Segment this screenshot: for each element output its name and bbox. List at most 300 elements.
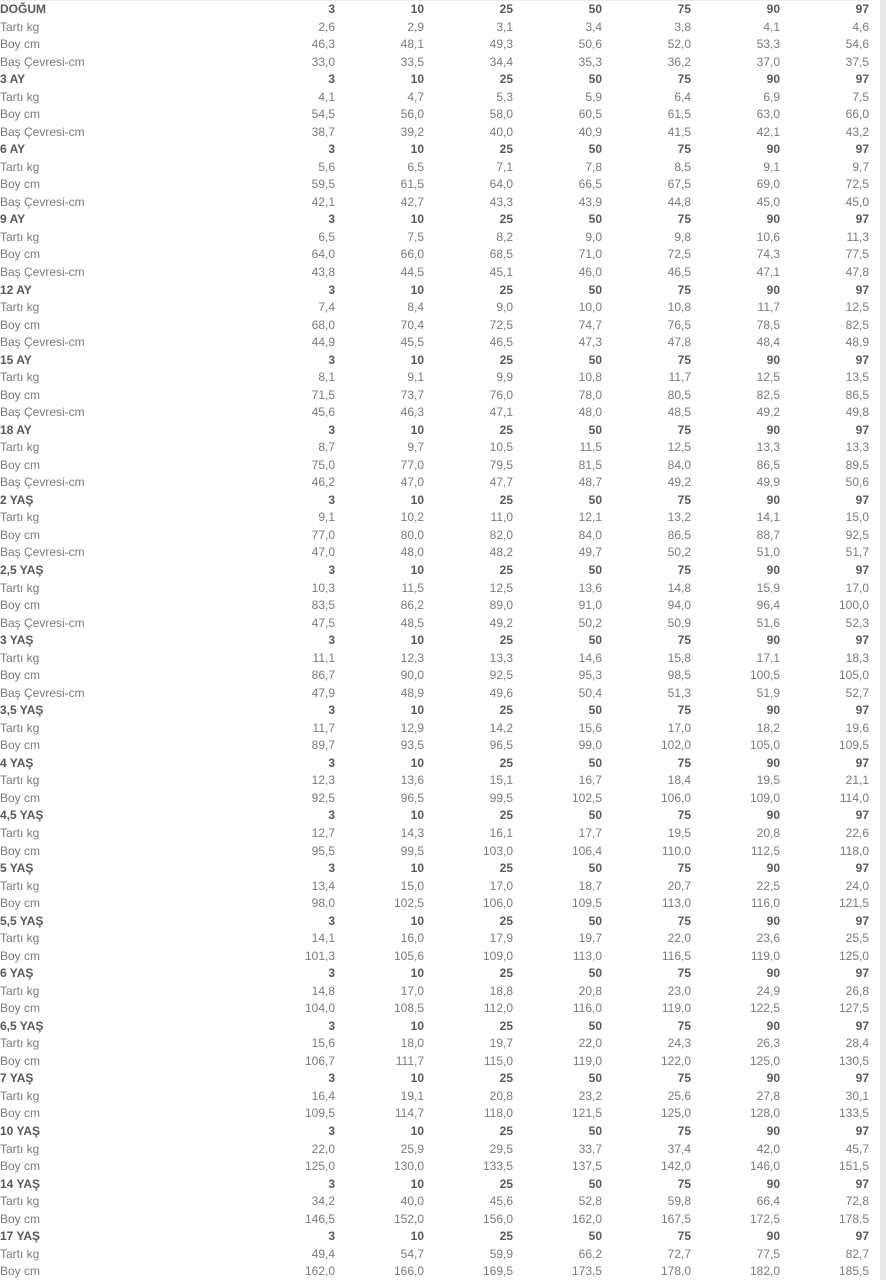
measurement-value: 130,5	[838, 1053, 869, 1068]
measurement-label: Baş Çevresi-cm	[0, 264, 85, 279]
percentile-column-header: 90	[766, 861, 780, 876]
measurement-value: 2,6	[318, 19, 335, 34]
measurement-value: 20,7	[667, 878, 691, 893]
measurement-label: Tartı kg	[0, 229, 40, 244]
age-group-label: 15 AY	[0, 352, 32, 367]
measurement-value: 151,5	[838, 1159, 869, 1174]
percentile-column-header: 75	[677, 352, 691, 367]
percentile-column-header: 50	[588, 1124, 602, 1138]
measurement-value: 125,0	[749, 1053, 780, 1068]
measurement-value: 9,1	[763, 159, 780, 174]
percentile-column-header: 25	[499, 2, 513, 16]
measurement-value: 5,6	[318, 159, 335, 174]
percentile-column-header: 90	[766, 703, 780, 718]
measurement-label: Tartı kg	[0, 19, 40, 34]
percentile-column-header: 97	[855, 1124, 869, 1138]
percentile-column-header: 50	[588, 808, 602, 823]
measurement-value: 178,5	[838, 1211, 869, 1226]
percentile-column-header: 25	[499, 212, 513, 227]
measurement-value: 119,0	[572, 1053, 602, 1068]
measurement-row	[0, 509, 869, 527]
measurement-value: 33,0	[311, 54, 335, 69]
measurement-row	[0, 772, 869, 790]
measurement-value: 8,2	[496, 229, 513, 244]
measurement-value: 45,7	[845, 1141, 869, 1156]
measurement-value: 113,0	[661, 896, 691, 911]
measurement-value: 133,5	[838, 1106, 869, 1121]
percentile-column-header: 90	[766, 422, 780, 437]
measurement-value: 10,0	[578, 300, 602, 315]
measurement-value: 10,8	[667, 300, 691, 315]
measurement-row	[0, 527, 869, 545]
measurement-value: 73,7	[400, 387, 424, 402]
measurement-value: 42,1	[311, 194, 335, 209]
measurement-value: 19,7	[489, 1036, 513, 1051]
measurement-value: 9,7	[852, 159, 869, 174]
measurement-value: 18,4	[667, 773, 691, 788]
percentile-column-header: 50	[588, 755, 602, 770]
percentile-column-header: 90	[766, 913, 780, 928]
measurement-value: 11,5	[401, 580, 424, 595]
measurement-value: 92,5	[489, 668, 513, 683]
age-group-label: 6,5 YAŞ	[0, 1018, 44, 1033]
percentile-column-header: 90	[766, 1176, 780, 1191]
measurement-row	[0, 19, 869, 37]
percentile-column-header: 75	[677, 1018, 691, 1033]
percentile-column-header: 50	[588, 2, 602, 16]
measurement-value: 34,2	[311, 1194, 335, 1209]
measurement-value: 4,1	[763, 19, 780, 34]
measurement-value: 18,7	[578, 878, 602, 893]
measurement-value: 20,8	[578, 983, 602, 998]
measurement-value: 11,3	[846, 229, 869, 244]
measurement-value: 10,6	[756, 229, 780, 244]
measurement-value: 78,5	[756, 317, 780, 332]
measurement-value: 121,5	[838, 896, 869, 911]
percentile-column-header: 97	[855, 913, 869, 928]
measurement-value: 64,0	[311, 247, 335, 262]
age-group-label: 4,5 YAŞ	[0, 808, 44, 823]
measurement-value: 118,0	[483, 1106, 513, 1121]
percentile-column-header: 3	[328, 808, 335, 823]
measurement-value: 104,0	[304, 1001, 335, 1016]
measurement-label: Baş Çevresi-cm	[0, 54, 85, 69]
measurement-row	[0, 1193, 869, 1211]
percentile-column-header: 3	[328, 1071, 335, 1086]
percentile-column-header: 10	[410, 352, 424, 367]
age-group-label: 18 AY	[0, 422, 32, 437]
percentile-column-header: 75	[677, 212, 691, 227]
percentile-column-header: 3	[328, 966, 335, 981]
measurement-value: 12,3	[311, 773, 335, 788]
measurement-value: 82,7	[845, 1246, 869, 1261]
measurement-value: 47,1	[489, 405, 513, 420]
measurement-value: 58,0	[489, 107, 513, 122]
measurement-value: 46,3	[311, 37, 335, 52]
percentile-column-header: 90	[766, 72, 780, 87]
measurement-value: 12,5	[756, 370, 780, 385]
measurement-value: 50,6	[845, 475, 869, 490]
measurement-value: 122,0	[660, 1053, 691, 1068]
measurement-row	[0, 299, 869, 317]
percentile-column-header: 97	[855, 72, 869, 87]
percentile-column-header: 10	[410, 212, 424, 227]
measurement-value: 82,5	[845, 317, 869, 332]
measurement-value: 111,7	[395, 1053, 424, 1068]
percentile-column-header: 50	[588, 212, 602, 227]
measurement-value: 47,1	[756, 264, 780, 279]
age-group-label: 5,5 YAŞ	[0, 913, 44, 928]
measurement-value: 50,6	[578, 37, 602, 52]
measurement-label: Boy cm	[0, 738, 41, 753]
measurement-value: 156,0	[482, 1211, 513, 1226]
measurement-value: 17,0	[489, 878, 513, 893]
measurement-value: 48,0	[578, 405, 602, 420]
measurement-value: 63,0	[756, 107, 780, 122]
section-header-row	[0, 965, 869, 983]
section-header-row	[0, 1018, 869, 1036]
section-header-row	[0, 1, 869, 19]
percentile-column-header: 3	[328, 352, 335, 367]
percentile-column-header: 3	[328, 72, 335, 87]
measurement-value: 128,0	[749, 1106, 780, 1121]
measurement-value: 45,5	[400, 335, 424, 350]
percentile-column-header: 3	[328, 703, 335, 718]
percentile-column-header: 97	[855, 352, 869, 367]
measurement-value: 18,2	[756, 720, 780, 735]
percentile-column-header: 90	[766, 492, 780, 507]
percentile-column-header: 10	[410, 282, 424, 297]
percentile-column-header: 25	[499, 861, 513, 876]
measurement-value: 106,0	[660, 790, 691, 805]
measurement-value: 80,0	[400, 527, 424, 542]
measurement-value: 49,6	[489, 685, 513, 700]
measurement-value: 14,8	[667, 580, 691, 595]
measurement-value: 9,7	[407, 440, 424, 455]
measurement-value: 46,5	[667, 264, 691, 279]
measurement-row	[0, 1246, 869, 1264]
measurement-value: 109,0	[482, 948, 513, 963]
percentile-column-header: 10	[410, 966, 424, 981]
measurement-row	[0, 1053, 869, 1071]
measurement-label: Boy cm	[0, 1053, 41, 1068]
measurement-value: 99,5	[400, 843, 424, 858]
measurement-label: Baş Çevresi-cm	[0, 405, 85, 420]
measurement-value: 89,7	[311, 738, 335, 753]
measurement-value: 52,3	[845, 615, 869, 630]
percentile-column-header: 75	[677, 492, 691, 507]
measurement-value: 66,2	[578, 1246, 602, 1261]
percentile-column-header: 3	[328, 861, 335, 876]
percentile-column-header: 3	[328, 212, 335, 227]
measurement-value: 40,9	[578, 124, 602, 139]
percentile-column-header: 97	[855, 861, 869, 876]
measurement-value: 13,5	[845, 370, 869, 385]
percentile-column-header: 97	[855, 966, 869, 981]
measurement-row	[0, 264, 869, 282]
percentile-column-header: 75	[677, 142, 691, 157]
measurement-value: 15,1	[489, 773, 513, 788]
percentile-column-header: 75	[677, 282, 691, 297]
measurement-value: 82,5	[756, 387, 780, 402]
measurement-label: Tartı kg	[0, 1246, 40, 1261]
percentile-column-header: 3	[328, 142, 335, 157]
measurement-value: 109,0	[749, 790, 780, 805]
measurement-value: 24,0	[845, 878, 869, 893]
measurement-label: Boy cm	[0, 247, 41, 262]
age-group-label: 14 YAŞ	[0, 1176, 41, 1191]
measurement-value: 95,5	[311, 843, 335, 858]
measurement-value: 53,3	[756, 37, 780, 52]
measurement-value: 49,2	[756, 405, 780, 420]
measurement-row	[0, 1263, 869, 1280]
measurement-value: 50,9	[667, 615, 691, 630]
percentile-column-header: 10	[410, 72, 424, 87]
measurement-value: 89,0	[489, 598, 513, 613]
measurement-value: 9,1	[318, 510, 335, 525]
percentile-column-header: 50	[588, 966, 602, 981]
percentile-column-header: 97	[855, 1176, 869, 1191]
measurement-row	[0, 159, 869, 177]
measurement-value: 37,0	[756, 54, 780, 69]
measurement-value: 47,0	[400, 475, 424, 490]
measurement-row	[0, 317, 869, 335]
measurement-value: 76,5	[667, 317, 691, 332]
measurement-value: 10,2	[400, 510, 424, 525]
measurement-value: 94,0	[667, 598, 691, 613]
measurement-value: 45,6	[489, 1194, 513, 1209]
measurement-value: 112,0	[483, 1001, 513, 1016]
measurement-value: 77,5	[845, 247, 869, 262]
measurement-value: 54,7	[400, 1246, 424, 1261]
measurement-value: 49,2	[489, 615, 513, 630]
measurement-value: 45,0	[756, 194, 780, 209]
measurement-value: 74,3	[756, 247, 780, 262]
measurement-value: 64,0	[489, 177, 513, 192]
measurement-value: 169,5	[482, 1264, 513, 1279]
percentile-column-header: 25	[499, 755, 513, 770]
percentile-column-header: 75	[677, 1071, 691, 1086]
measurement-value: 33,7	[578, 1141, 602, 1156]
percentile-column-header: 25	[499, 492, 513, 507]
measurement-value: 89,5	[845, 457, 869, 472]
measurement-value: 122,5	[749, 1001, 780, 1016]
percentile-column-header: 3	[328, 1176, 335, 1191]
measurement-value: 22,0	[667, 931, 691, 946]
percentile-column-header: 75	[677, 72, 691, 87]
measurement-value: 23,0	[667, 983, 691, 998]
section-header-row	[0, 211, 869, 229]
measurement-value: 17,9	[489, 931, 513, 946]
measurement-label: Baş Çevresi-cm	[0, 194, 85, 209]
percentile-column-header: 97	[855, 633, 869, 648]
age-group-label: 7 YAŞ	[0, 1071, 34, 1086]
measurement-value: 47,5	[311, 615, 335, 630]
measurement-label: Boy cm	[0, 457, 41, 472]
measurement-label: Tartı kg	[0, 159, 40, 174]
measurement-value: 69,0	[756, 177, 780, 192]
measurement-label: Boy cm	[0, 1001, 41, 1016]
measurement-value: 108,5	[393, 1001, 424, 1016]
measurement-value: 92,5	[845, 527, 869, 542]
age-group-label: 5 YAŞ	[0, 861, 34, 876]
measurement-value: 10,5	[489, 440, 513, 455]
measurement-label: Boy cm	[0, 317, 41, 332]
measurement-value: 98,0	[311, 896, 335, 911]
age-group-label: 2,5 YAŞ	[0, 563, 44, 577]
measurement-value: 48,7	[578, 475, 602, 490]
measurement-value: 13,3	[489, 650, 513, 665]
measurement-value: 9,9	[496, 370, 513, 385]
measurement-value: 7,5	[407, 229, 424, 244]
measurement-value: 37,4	[667, 1141, 691, 1156]
measurement-value: 17,1	[756, 650, 780, 665]
measurement-value: 6,5	[407, 159, 424, 174]
measurement-value: 15,0	[845, 510, 869, 525]
measurement-value: 109,5	[304, 1106, 335, 1121]
measurement-value: 54,6	[845, 37, 869, 52]
percentile-column-header: 50	[588, 563, 602, 577]
measurement-value: 16,0	[400, 931, 424, 946]
measurement-value: 51,9	[756, 685, 780, 700]
measurement-value: 47,0	[311, 545, 335, 560]
measurement-row	[0, 878, 869, 896]
age-group-label: 2 YAŞ	[0, 492, 34, 507]
percentile-column-header: 10	[410, 563, 424, 577]
measurement-value: 10,3	[311, 580, 335, 595]
measurement-value: 93,5	[400, 738, 424, 753]
measurement-value: 59,8	[667, 1194, 691, 1209]
percentile-column-header: 75	[677, 1229, 691, 1244]
percentile-column-header: 10	[410, 861, 424, 876]
measurement-value: 115,0	[483, 1053, 513, 1068]
measurement-value: 17,0	[400, 983, 424, 998]
measurement-value: 96,5	[489, 738, 513, 753]
percentile-column-header: 10	[410, 1176, 424, 1191]
measurement-label: Boy cm	[0, 527, 41, 542]
measurement-value: 90,0	[400, 668, 424, 683]
measurement-value: 15,6	[311, 1036, 335, 1051]
percentile-column-header: 25	[499, 1124, 513, 1138]
measurement-value: 13,6	[578, 580, 602, 595]
measurement-row	[0, 1211, 869, 1229]
measurement-value: 26,8	[845, 983, 869, 998]
percentile-column-header: 50	[588, 282, 602, 297]
percentile-column-header: 97	[855, 703, 869, 718]
percentile-column-header: 25	[499, 422, 513, 437]
measurement-value: 18,3	[845, 650, 869, 665]
percentile-column-header: 25	[499, 1176, 513, 1191]
measurement-value: 47,7	[489, 475, 513, 490]
measurement-value: 109,5	[571, 896, 602, 911]
measurement-label: Tartı kg	[0, 1141, 40, 1156]
measurement-value: 11,7	[312, 720, 335, 735]
measurement-value: 13,4	[311, 878, 335, 893]
measurement-row	[0, 1000, 869, 1018]
percentile-column-header: 10	[410, 422, 424, 437]
measurement-value: 119,0	[750, 948, 780, 963]
measurement-value: 116,5	[661, 948, 691, 963]
measurement-label: Tartı kg	[0, 650, 40, 665]
measurement-value: 100,5	[749, 668, 780, 683]
measurement-value: 51,7	[845, 545, 869, 560]
measurement-value: 11,0	[490, 510, 513, 525]
percentile-column-header: 50	[588, 703, 602, 718]
measurement-value: 42,7	[400, 194, 424, 209]
percentile-column-header: 50	[588, 72, 602, 87]
measurement-label: Boy cm	[0, 668, 41, 683]
measurement-row	[0, 895, 869, 913]
percentile-column-header: 90	[766, 282, 780, 297]
measurement-value: 25,6	[667, 1088, 691, 1103]
measurement-value: 105,0	[749, 738, 780, 753]
measurement-value: 8,4	[407, 300, 424, 315]
measurement-label: Boy cm	[0, 1264, 41, 1279]
measurement-value: 14,1	[311, 931, 335, 946]
percentile-column-header: 25	[499, 1229, 513, 1244]
measurement-label: Tartı kg	[0, 1088, 40, 1103]
measurement-row	[0, 983, 869, 1001]
section-header-row	[0, 71, 869, 89]
percentile-column-header: 75	[677, 913, 691, 928]
percentile-column-header: 75	[677, 422, 691, 437]
measurement-value: 116,0	[572, 1001, 602, 1016]
measurement-value: 26,3	[756, 1036, 780, 1051]
measurement-label: Baş Çevresi-cm	[0, 475, 85, 490]
percentile-column-header: 3	[328, 1124, 335, 1138]
measurement-row	[0, 124, 869, 142]
vertical-scrollbar[interactable]	[880, 0, 886, 1280]
section-header-row	[0, 755, 869, 773]
section-header-row	[0, 1070, 869, 1088]
measurement-label: Tartı kg	[0, 1036, 40, 1051]
measurement-value: 23,2	[578, 1088, 602, 1103]
measurement-value: 66,4	[756, 1194, 780, 1209]
measurement-value: 79,5	[489, 457, 513, 472]
percentile-column-header: 10	[410, 703, 424, 718]
measurement-value: 14,8	[311, 983, 335, 998]
measurement-label: Boy cm	[0, 843, 41, 858]
measurement-value: 98,5	[667, 668, 691, 683]
percentile-column-header: 50	[588, 1229, 602, 1244]
percentile-column-header: 25	[499, 1071, 513, 1086]
measurement-value: 127,5	[838, 1001, 869, 1016]
measurement-value: 48,9	[845, 335, 869, 350]
measurement-row	[0, 1105, 869, 1123]
measurement-value: 22,5	[756, 878, 780, 893]
measurement-value: 105,6	[393, 948, 424, 963]
measurement-value: 52,8	[578, 1194, 602, 1209]
measurement-value: 12,5	[845, 300, 869, 315]
measurement-row	[0, 930, 869, 948]
measurement-value: 72,5	[489, 317, 513, 332]
measurement-value: 23,6	[756, 931, 780, 946]
percentile-column-header: 90	[766, 563, 780, 577]
measurement-value: 14,3	[400, 825, 424, 840]
measurement-value: 99,0	[578, 738, 602, 753]
percentile-column-header: 10	[410, 1229, 424, 1244]
measurement-value: 39,2	[400, 124, 424, 139]
percentile-column-header: 97	[855, 2, 869, 16]
measurement-value: 86,7	[311, 668, 335, 683]
measurement-value: 114,0	[839, 790, 869, 805]
measurement-value: 72,8	[845, 1194, 869, 1209]
measurement-row	[0, 1035, 869, 1053]
percentile-column-header: 10	[410, 1071, 424, 1086]
table-body	[0, 1, 869, 1280]
measurement-value: 71,5	[311, 387, 335, 402]
measurement-value: 10,8	[578, 370, 602, 385]
